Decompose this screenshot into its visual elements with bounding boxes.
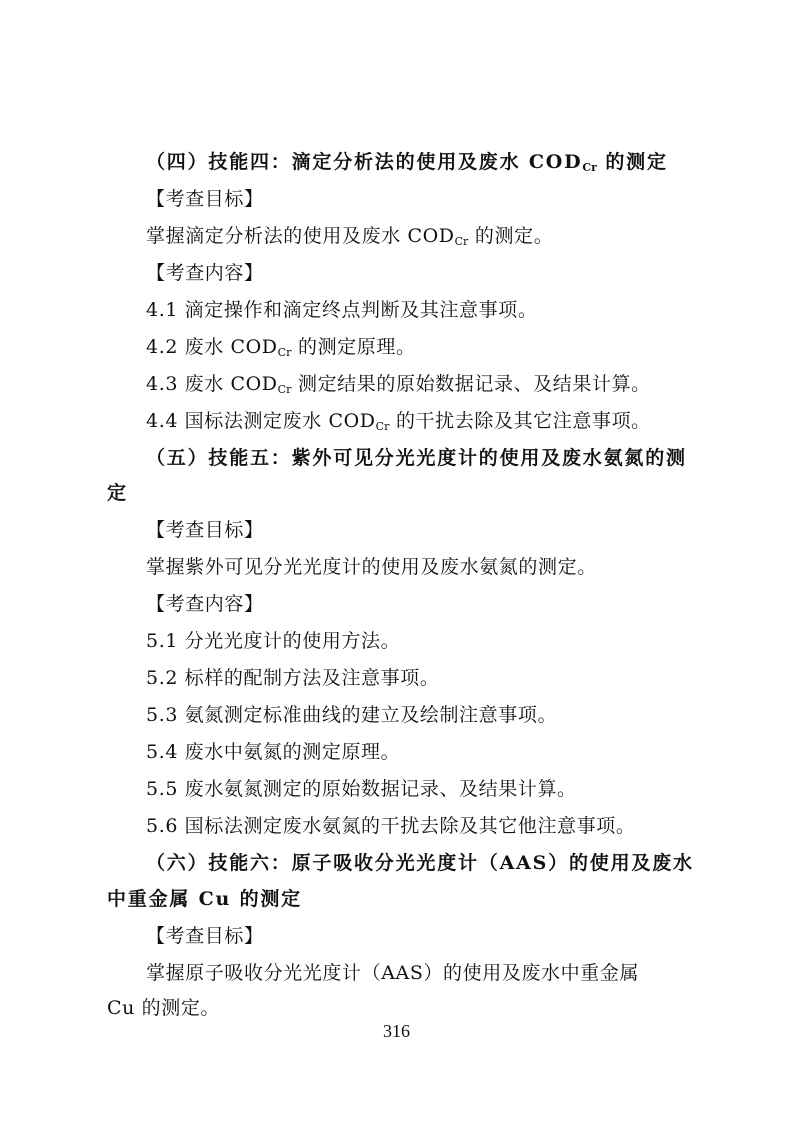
section4-heading-tail: 的测定 bbox=[596, 151, 668, 173]
section5-heading-line1: （五）技能五：紫外可见分光光度计的使用及废水氨氮的测 bbox=[146, 447, 687, 469]
section5-item-4: 5.4 废水中氨氮的测定原理。 bbox=[146, 741, 401, 763]
section4-goal-text: 掌握滴定分析法的使用及废水 COD bbox=[146, 225, 455, 247]
section4-item-2 bbox=[146, 335, 416, 359]
section5-item-5: 5.5 废水氨氮测定的原始数据记录、及结果计算。 bbox=[146, 778, 577, 800]
section4-goal-tail: 的测定。 bbox=[468, 225, 554, 247]
section4-item-3-subscript: Cr bbox=[277, 383, 292, 396]
section4-item-3-text: 4.3 废水 COD bbox=[146, 373, 278, 395]
section4-item-4-text: 4.4 国标法测定废水 COD bbox=[146, 410, 376, 432]
section4-item-3-tail: 测定结果的原始数据记录、及结果计算。 bbox=[291, 373, 651, 395]
section5-item-2: 5.2 标样的配制方法及注意事项。 bbox=[146, 667, 440, 689]
section5-content-label: 【考查内容】 bbox=[146, 593, 264, 615]
section4-item-4-tail: 的干扰去除及其它注意事项。 bbox=[389, 410, 651, 432]
section4-heading bbox=[146, 150, 668, 174]
section6-goal-line1: 掌握原子吸收分光光度计（AAS）的使用及废水中重金属 bbox=[146, 962, 640, 984]
section4-heading-subscript: Cr bbox=[582, 161, 597, 174]
section4-goal-label: 【考查目标】 bbox=[146, 188, 264, 210]
section5-goal-label: 【考查目标】 bbox=[146, 519, 264, 541]
section4-item-4 bbox=[146, 409, 651, 433]
section5-item-1: 5.1 分光光度计的使用方法。 bbox=[146, 630, 401, 652]
section4-goal bbox=[146, 224, 553, 248]
section5-item-3: 5.3 氨氮测定标准曲线的建立及绘制注意事项。 bbox=[146, 704, 558, 726]
section5-heading-line2: 定 bbox=[107, 482, 128, 504]
section5-item-6: 5.6 国标法测定废水氨氮的干扰去除及其它他注意事项。 bbox=[146, 815, 636, 837]
section4-item-3 bbox=[146, 372, 651, 396]
section4-heading-text: （四）技能四：滴定分析法的使用及废水 COD bbox=[146, 151, 583, 173]
section6-goal-label: 【考查目标】 bbox=[146, 925, 264, 947]
section6-goal-line2: Cu 的测定。 bbox=[107, 997, 221, 1019]
section4-item-2-text: 4.2 废水 COD bbox=[146, 336, 278, 358]
section4-item-4-subscript: Cr bbox=[375, 420, 390, 433]
page-number: 316 bbox=[383, 1021, 410, 1041]
section5-goal: 掌握紫外可见分光光度计的使用及废水氨氮的测定。 bbox=[146, 556, 597, 578]
section6-heading-line1: （六）技能六：原子吸收分光光度计（AAS）的使用及废水 bbox=[146, 852, 694, 874]
section4-goal-subscript: Cr bbox=[454, 235, 469, 248]
section4-item-2-subscript: Cr bbox=[277, 346, 292, 359]
section6-heading-line2: 中重金属 Cu 的测定 bbox=[107, 888, 302, 910]
section4-item-2-tail: 的测定原理。 bbox=[291, 336, 416, 358]
section4-content-label: 【考查内容】 bbox=[146, 262, 264, 284]
section4-item-1: 4.1 滴定操作和滴定终点判断及其注意事项。 bbox=[146, 299, 538, 321]
